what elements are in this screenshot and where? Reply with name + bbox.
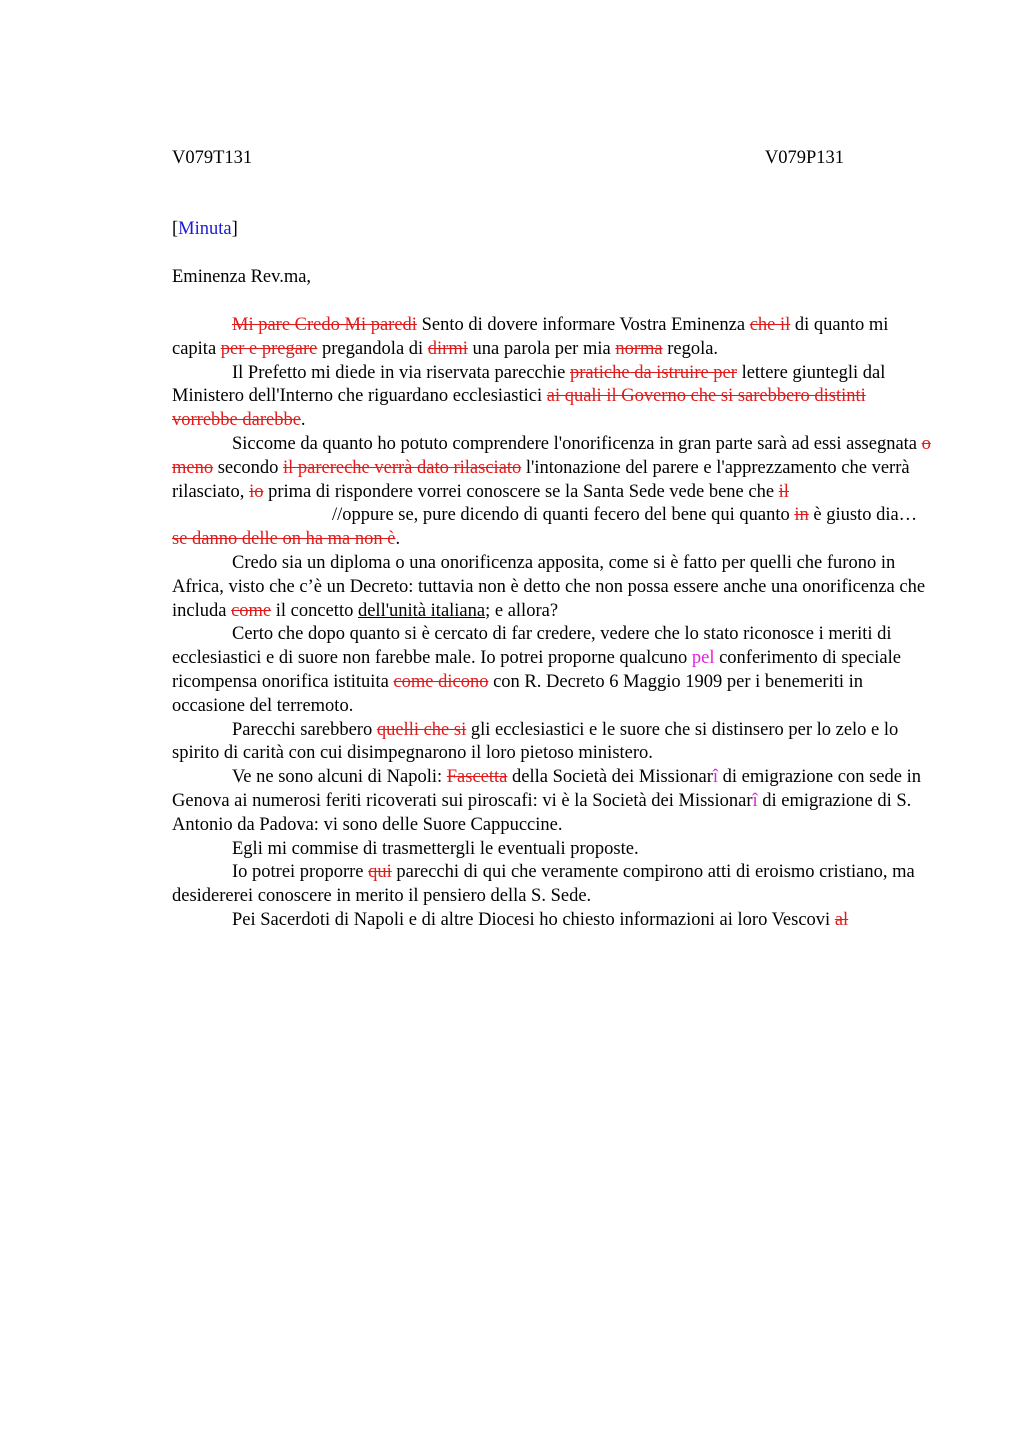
text-segment: Siccome da quanto ho potuto comprendere l'onorificenza in gran parte sarà ad essi assegnata [232, 433, 922, 454]
letter-paragraph [172, 552, 932, 623]
deleted-text: o meno [172, 433, 931, 478]
draft-label-text: Minuta [178, 219, 232, 239]
text-segment: secondo [213, 457, 283, 478]
text-segment: . [395, 529, 401, 550]
text-segment: Io potrei proporre [232, 862, 369, 883]
letter-paragraph [172, 861, 932, 909]
document-id-right: V079P131 [764, 148, 844, 168]
draft-label-close-bracket: ] [231, 219, 238, 239]
draft-label-open-bracket: [ [172, 219, 179, 239]
deleted-text: norma [615, 338, 663, 359]
deleted-text: se danno delle on ha ma non è [172, 529, 396, 550]
deleted-text: al [834, 909, 849, 930]
text-segment: . [300, 410, 306, 431]
letter-paragraph [172, 766, 932, 837]
letter-paragraph [172, 433, 932, 552]
text-segment: pregandola di [317, 338, 428, 359]
text-segment: Ve ne sono alcuni di Napoli: [232, 767, 447, 788]
deleted-text: pratiche da istruire per [570, 362, 737, 383]
text-segment: Parecchi sarebbero [232, 719, 377, 740]
deleted-text: quelli che si [376, 719, 467, 740]
text-segment: l'intonazione del parere e l'apprezzamento che verrà rilasciato, [172, 457, 910, 502]
document-id-left: V079T131 [172, 148, 253, 168]
text-segment: di emigrazione di S. Antonio da Padova: vi sono delle Suore Cappuccine. [172, 790, 912, 835]
text-segment: Credo sia un diploma o una onorificenza apposita, come si è fatto per quelli che furono in Africa, visto che c’è un Decreto: tuttavia non è detto che non possa essere anche una onorificenza che includa [172, 552, 926, 621]
text-segment: parecchi di qui che veramente compirono atti di eroismo cristiano, ma desidererei conoscere in merito il pensiero della S. Sede. [172, 862, 915, 907]
highlighted-text: pel [691, 648, 715, 669]
deleted-text: il parereche verrà dato rilasciato [282, 457, 522, 478]
deleted-text: per e pregare [220, 338, 318, 359]
letter-paragraph [172, 623, 932, 718]
deleted-text: io [249, 481, 264, 502]
text-segment: lettere giuntegli dal Ministero dell'Interno che riguardano ecclesiastici [172, 362, 886, 407]
text-segment: di emigrazione con sede in Genova ai numerosi feriti ricoverati sui piroscafi: vi è la Società dei Missionar [172, 767, 921, 811]
text-segment: è giusto dia… [808, 505, 918, 526]
underlined-text: dell'unità italiana [357, 600, 486, 621]
letter-paragraph [172, 719, 932, 767]
text-segment: Certo che dopo quanto si è cercato di far credere, vedere che lo stato riconosce i meriti di ecclesiastici e di suore non farebbe male. Io potrei proporne qualcuno [172, 624, 892, 669]
deleted-text: il [778, 481, 789, 502]
deleted-text: Mi pare Credo Mi paredi [232, 315, 417, 335]
deleted-text: ai quali il Governo che si sarebbero distinti vorrebbe darebbe [172, 386, 866, 431]
text-segment: una parola per mia [467, 338, 616, 359]
letter-paragraph [172, 909, 932, 933]
deleted-text: in [794, 505, 809, 526]
deleted-text: qui [368, 862, 392, 883]
text-segment: Il Prefetto mi diede in via riservata parecchie [232, 362, 570, 383]
text-segment: di quanto mi capita [172, 315, 889, 359]
text-segment: regola. [662, 338, 719, 359]
text-segment: prima di rispondere vorrei conoscere se la Santa Sede vede bene che [263, 481, 779, 502]
highlighted-text: î [752, 790, 758, 811]
text-segment: della Società dei Missionar [507, 767, 713, 788]
text-segment: Egli mi commise di trasmettergli le eventuali proposte. [232, 838, 639, 859]
deleted-text: come [231, 600, 272, 621]
deleted-text: come dicono [393, 671, 489, 692]
letter-paragraph [172, 314, 932, 362]
salutation: Eminenza Rev.ma, [172, 267, 312, 287]
text-segment: il concetto [271, 600, 358, 621]
text-segment: Sento di dovere informare Vostra Eminenza [416, 315, 750, 335]
highlighted-text: î [712, 767, 719, 788]
draft-label [172, 219, 238, 240]
deleted-text: Fascetta [446, 767, 508, 788]
text-segment: conferimento di speciale ricompensa onorifica istituita [172, 648, 901, 692]
text-segment: //oppure se, pure dicendo di quanti fecero del bene qui quanto [332, 505, 795, 526]
deleted-text: dirmi [427, 338, 468, 359]
text-segment: Pei Sacerdoti di Napoli e di altre Diocesi ho chiesto informazioni ai loro Vescovi [232, 909, 835, 930]
text-segment: gli ecclesiastici e le suore che si distinsero per lo zelo e lo spirito di carità con cui disimpegnarono il loro pietoso ministero. [172, 719, 899, 764]
text-segment: ; e allora? [485, 600, 559, 621]
deleted-text: che il [749, 315, 791, 335]
letter-body [172, 314, 932, 933]
text-segment: con R. Decreto 6 Maggio 1909 per i benemeriti in occasione del terremoto. [172, 671, 863, 716]
letter-paragraph [172, 838, 932, 862]
letter-paragraph [172, 362, 932, 433]
